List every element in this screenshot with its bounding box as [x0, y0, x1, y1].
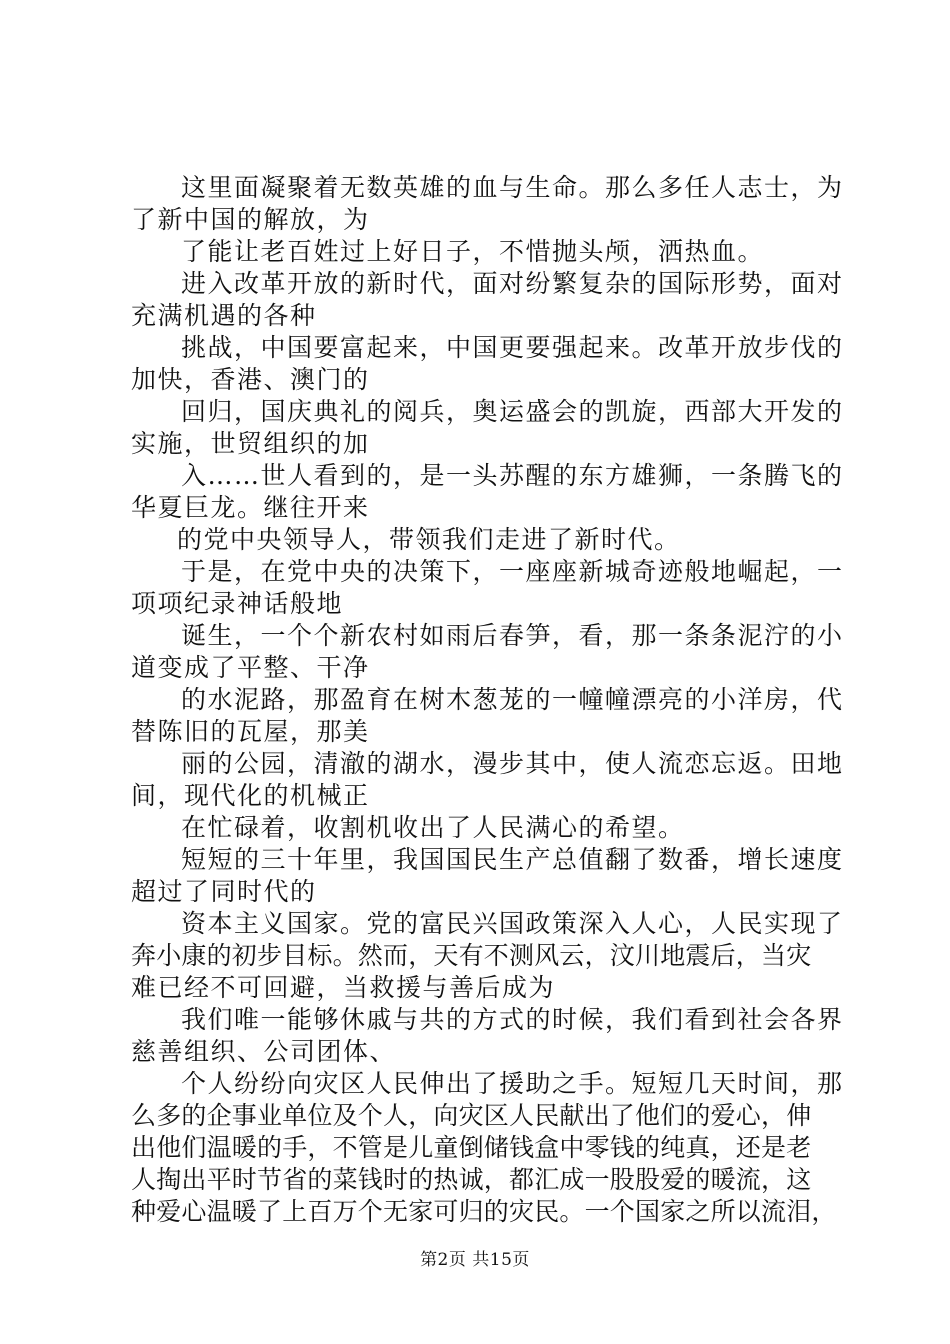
text-line: 奔小康的初步目标。然而，天有不测风云，汶川地震后，当灾	[131, 941, 812, 970]
text-line: 诞生，一个个新农村如雨后春笋，看，那一条条泥泞的小	[181, 621, 844, 650]
text-line: 种爱心温暖了上百万个无家可归的灾民。一个国家之所以流泪，	[131, 1197, 837, 1226]
text-line: 道变成了平整、干净	[131, 653, 370, 682]
text-line: 入……世人看到的，是一头苏醒的东方雄狮，一条腾飞的	[181, 461, 844, 490]
text-line: 充满机遇的各种	[131, 301, 317, 330]
text-line: 个人纷纷向灾区人民伸出了援助之手。短短几天时间，那	[181, 1069, 844, 1098]
text-line: 难已经不可回避，当救援与善后成为	[131, 973, 556, 1002]
text-line: 人掏出平时节省的菜钱时的热诚，都汇成一股股爱的暖流，这	[131, 1165, 812, 1194]
text-line: 于是，在党中央的决策下，一座座新城奇迹般地崛起，一	[181, 557, 844, 586]
text-line: 的水泥路，那盈育在树木葱茏的一幢幢漂亮的小洋房，代	[181, 685, 844, 714]
text-line: 间，现代化的机械正	[131, 781, 370, 810]
text-line: 慈善组织、公司团体、	[131, 1037, 397, 1066]
text-line: 加快，香港、澳门的	[131, 365, 370, 394]
text-line: 实施，世贸组织的加	[131, 429, 370, 458]
text-line: 在忙碌着，收割机收出了人民满心的希望。	[181, 813, 685, 842]
text-line: 项项纪录神话般地	[131, 589, 344, 618]
text-line: 的党中央领导人，带领我们走进了新时代。	[177, 525, 681, 554]
text-line: 么多的企事业单位及个人，向灾区人民献出了他们的爱心，伸	[131, 1101, 812, 1130]
text-line: 这里面凝聚着无数英雄的血与生命。那么多任人志士，为	[181, 173, 844, 202]
text-line: 超过了同时代的	[131, 877, 317, 906]
text-line: 资本主义国家。党的富民兴国政策深入人心，人民实现了	[181, 909, 844, 938]
text-line: 替陈旧的瓦屋，那美	[131, 717, 370, 746]
text-line: 出他们温暖的手，不管是儿童倒储钱盒中零钱的纯真，还是老	[131, 1133, 812, 1162]
text-line: 了新中国的解放，为	[131, 205, 370, 234]
page-number-footer: 第2页 共15页	[420, 1250, 530, 1270]
text-line: 进入改革开放的新时代，面对纷繁复杂的国际形势，面对	[181, 269, 844, 298]
text-line: 我们唯一能够休戚与共的方式的时候，我们看到社会各界	[181, 1005, 844, 1034]
text-line: 短短的三十年里，我国国民生产总值翻了数番，增长速度	[181, 845, 844, 874]
text-line: 挑战，中国要富起来，中国更要强起来。改革开放步伐的	[181, 333, 844, 362]
text-line: 华夏巨龙。继往开来	[131, 493, 370, 522]
text-line: 回归，国庆典礼的阅兵，奥运盛会的凯旋，西部大开发的	[181, 397, 844, 426]
text-line: 了能让老百姓过上好日子，不惜抛头颅，洒热血。	[181, 237, 765, 266]
text-line: 丽的公园，清澈的湖水，漫步其中，使人流恋忘返。田地	[181, 749, 844, 778]
